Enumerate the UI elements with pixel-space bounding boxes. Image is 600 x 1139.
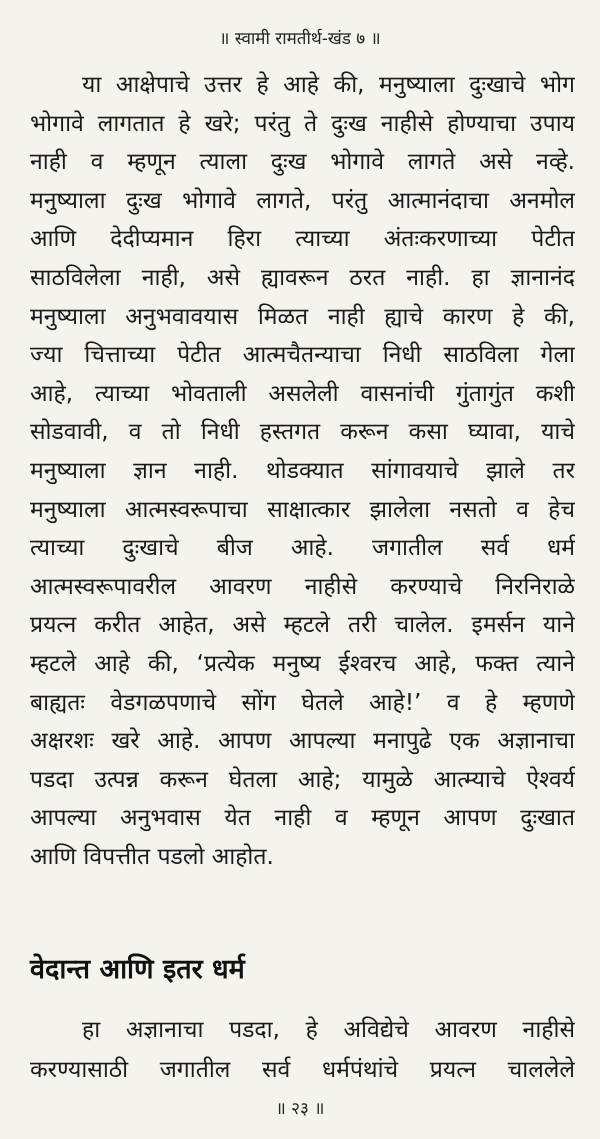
text-line: मनुष्याला अनुभवावयास मिळत नाही ह्याचे कारण हे की, [30,303,575,330]
text-line: ज्या चित्ताच्या पेटीत आत्मचैतन्याचा निधी साठविला गेला [30,342,575,369]
text-line: त्याच्या दुःखाचे बीज आहे. जगातील सर्व धर्म [30,535,575,562]
text-line: आणि देदीप्यमान हिरा त्याच्या अंतःकरणाच्या पेटीत [30,226,575,253]
text-line: मनुष्याला आत्मस्वरूपाचा साक्षात्कार झालेला नसतो व हेच [30,496,575,523]
text-line: भोगावे लागतात हे खरे; परंतु ते दुःख नाहीसे होण्याचा उपाय [30,110,575,137]
text-line: आहे, त्याच्या भोवताली असलेली वासनांची गुंतागुंत कशी [30,380,575,407]
text-line: बाह्यतः वेडगळपणाचे सोंग घेतले आहे!’ व हे म्हणणे [30,689,575,716]
text-line: मनुष्याला दुःख भोगावे लागते, परंतु आत्मानंदाचा अनमोल [30,187,575,214]
page-number: ॥ २३ ॥ [275,1099,325,1119]
section-heading: वेदान्त आणि इतर धर्म [30,954,245,985]
text-line: सोडवावी, व तो निधी हस्तगत करून कसा घ्यावा, याचे [30,419,575,446]
text-line: आणि विपत्तीत पडलो आहोत. [30,843,274,870]
text-line: प्रयत्न करीत आहेत, असे म्हटले तरी चालेल. इमर्सन याने [30,612,575,639]
text-line: करण्यासाठी जगातील सर्व धर्मपंथांचे प्रयत्न चाललेले [30,1057,575,1083]
text-line: आपल्या अनुभवास येत नाही व म्हणून आपण दुःखात [30,805,575,832]
running-header: ॥ स्वामी रामतीर्थ-खंड ७ ॥ [219,29,381,49]
text-line: या आक्षेपाचे उत्तर हे आहे की, मनुष्याला दुःखाचे भोग [82,72,575,98]
paragraph-1 [30,66,575,876]
text-line: नाही व म्हणून त्याला दुःख भोगावे लागते असे नव्हे. [30,149,575,176]
text-line: म्हटले आहे की, ‘प्रत्येक मनुष्य ईश्वरच आहे, फक्त त्याने [30,650,575,677]
text-line: हा अज्ञानाचा पडदा, हे अविद्येचे आवरण नाहीसे [82,1017,575,1043]
paragraph-2 [30,1010,575,1090]
text-line: आत्मस्वरूपावरील आवरण नाहीसे करण्याचे निरनिराळे [30,573,575,600]
text-line: मनुष्याला ज्ञान नाही. थोडक्यात सांगावयाचे झाले तर [30,457,575,484]
text-line: साठविलेला नाही, असे ह्यावरून ठरत नाही. हा ज्ञानानंद [30,264,575,291]
text-line: अक्षरशः खरे आहे. आपण आपल्या मनापुढे एक अज्ञानाचा [30,728,575,755]
text-line: पडदा उत्पन्न करून घेतला आहे; यामुळे आत्म्याचे ऐश्वर्य [30,766,575,793]
